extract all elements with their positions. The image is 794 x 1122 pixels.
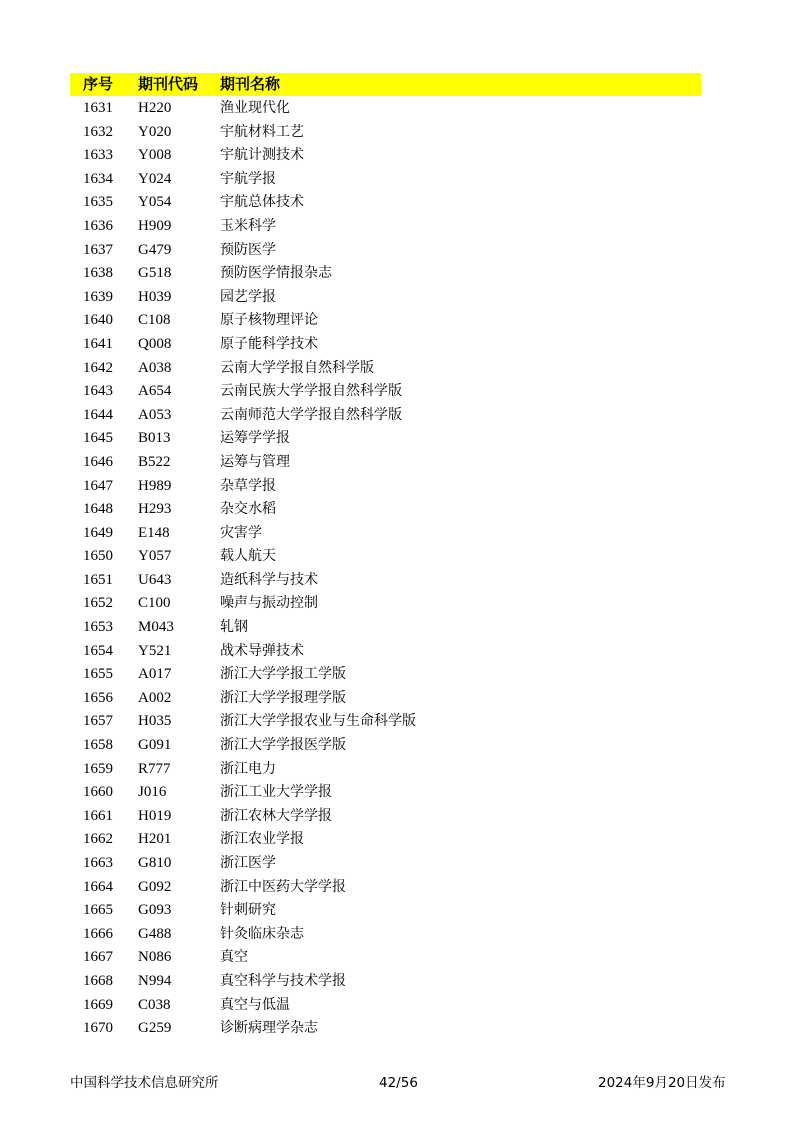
row-name: 运筹学学报	[220, 430, 290, 447]
row-seq: 1670	[83, 1020, 113, 1037]
row-code: H201	[138, 831, 172, 848]
row-seq: 1637	[83, 241, 113, 258]
row-name: 针刺研究	[220, 902, 276, 919]
table-row	[70, 758, 701, 782]
row-seq: 1654	[83, 642, 113, 659]
row-seq: 1634	[83, 170, 113, 187]
table-row	[70, 970, 701, 994]
row-code: A038	[138, 359, 172, 376]
row-name: 宇航学报	[220, 170, 276, 187]
table-row	[70, 357, 701, 381]
row-code: J016	[138, 784, 167, 801]
row-code: N994	[138, 972, 172, 989]
row-seq: 1650	[83, 548, 113, 565]
journal-table	[70, 97, 701, 1041]
row-code: Y024	[138, 170, 172, 187]
row-seq: 1668	[83, 972, 113, 989]
row-seq: 1665	[83, 902, 113, 919]
row-code: H220	[138, 100, 172, 116]
table-row	[70, 734, 701, 758]
row-code: H035	[138, 713, 172, 730]
row-code: Y054	[138, 194, 172, 211]
table-row	[70, 144, 701, 168]
row-code: M043	[138, 619, 174, 636]
row-code: C100	[138, 595, 171, 612]
row-name: 云南师范大学学报自然科学版	[220, 406, 402, 423]
row-name: 真空	[220, 949, 248, 966]
row-seq: 1658	[83, 737, 113, 754]
row-name: 浙江农林大学学报	[220, 807, 332, 824]
row-name: 浙江电力	[220, 760, 276, 777]
row-code: Y008	[138, 147, 172, 164]
table-row	[70, 663, 701, 687]
row-name: 杂草学报	[220, 477, 276, 494]
row-seq: 1661	[83, 807, 113, 824]
row-name: 浙江大学学报理学版	[220, 689, 346, 706]
row-seq: 1643	[83, 383, 113, 400]
row-name: 宇航材料工艺	[220, 123, 304, 140]
row-code: G810	[138, 855, 172, 871]
row-code: Q008	[138, 335, 172, 352]
row-seq: 1666	[83, 925, 113, 942]
row-seq: 1645	[83, 430, 113, 447]
row-name: 原子能科学技术	[220, 335, 318, 352]
table-row	[70, 380, 701, 404]
table-row	[70, 640, 701, 664]
table-row	[70, 168, 701, 192]
row-seq: 1648	[83, 501, 113, 518]
row-name: 轧钢	[220, 619, 248, 636]
row-code: H989	[138, 477, 172, 494]
row-code: B013	[138, 430, 171, 447]
row-code: Y020	[138, 123, 172, 140]
row-seq: 1640	[83, 312, 113, 329]
row-code: G518	[138, 265, 172, 282]
row-code: Y521	[138, 642, 172, 659]
footer-release-date: 2024年9月20日发布	[598, 1075, 726, 1091]
table-row	[70, 522, 701, 546]
row-code: C108	[138, 312, 171, 329]
row-name: 浙江大学学报工学版	[220, 666, 346, 683]
table-row	[70, 545, 701, 569]
row-code: G092	[138, 878, 172, 895]
row-seq: 1655	[83, 666, 113, 683]
row-seq: 1632	[83, 123, 113, 140]
row-name: 杂交水稻	[220, 501, 276, 518]
row-name: 云南民族大学学报自然科学版	[220, 383, 402, 400]
row-code: N086	[138, 949, 172, 966]
table-row	[70, 616, 701, 640]
row-code: A053	[138, 406, 172, 423]
table-row	[70, 191, 701, 215]
row-name: 玉米科学	[220, 217, 276, 234]
row-seq: 1644	[83, 406, 113, 423]
table-row	[70, 215, 701, 239]
table-row	[70, 97, 701, 121]
row-code: U643	[138, 571, 172, 588]
table-row	[70, 309, 701, 333]
table-row	[70, 121, 701, 145]
table-row	[70, 852, 701, 876]
row-name: 诊断病理学杂志	[220, 1020, 318, 1037]
row-code: C038	[138, 996, 171, 1013]
row-seq: 1653	[83, 619, 113, 636]
row-seq: 1638	[83, 265, 113, 282]
row-seq: 1646	[83, 453, 113, 470]
row-seq: 1633	[83, 147, 113, 164]
row-code: G093	[138, 902, 172, 919]
table-row	[70, 498, 701, 522]
row-name: 造纸科学与技术	[220, 571, 318, 588]
table-row	[70, 946, 701, 970]
row-code: H909	[138, 217, 172, 234]
table-row	[70, 687, 701, 711]
table-row	[70, 710, 701, 734]
table-row	[70, 923, 701, 947]
table-row	[70, 899, 701, 923]
row-seq: 1651	[83, 571, 113, 588]
table-row	[70, 333, 701, 357]
row-seq: 1649	[83, 524, 113, 541]
row-name: 云南大学学报自然科学版	[220, 359, 374, 376]
row-code: Y057	[138, 548, 172, 565]
row-name: 噪声与振动控制	[220, 595, 318, 612]
row-seq: 1664	[83, 878, 113, 895]
header-code: 期刊代码	[138, 75, 199, 93]
row-seq: 1662	[83, 831, 113, 848]
row-code: R777	[138, 760, 171, 777]
header-name: 期刊名称	[220, 75, 281, 93]
row-code: G259	[138, 1020, 172, 1037]
row-code: G479	[138, 241, 172, 258]
header-seq: 序号	[83, 75, 114, 93]
row-name: 园艺学报	[220, 288, 276, 305]
row-name: 浙江中医药大学学报	[220, 878, 346, 895]
row-name: 浙江农业学报	[220, 831, 304, 848]
row-name: 宇航计测技术	[220, 147, 304, 164]
row-seq: 1657	[83, 713, 113, 730]
row-name: 真空科学与技术学报	[220, 972, 346, 989]
row-seq: 1647	[83, 477, 113, 494]
table-row	[70, 781, 701, 805]
table-row	[70, 569, 701, 593]
row-seq: 1656	[83, 689, 113, 706]
row-code: A002	[138, 689, 172, 706]
row-name: 载人航天	[220, 548, 276, 565]
table-row	[70, 286, 701, 310]
table-row	[70, 994, 701, 1018]
row-seq: 1669	[83, 996, 113, 1013]
table-row	[70, 475, 701, 499]
row-seq: 1660	[83, 784, 113, 801]
row-name: 浙江工业大学学报	[220, 784, 332, 801]
row-seq: 1639	[83, 288, 113, 305]
row-name: 战术导弹技术	[220, 642, 304, 659]
row-name: 灾害学	[220, 524, 262, 541]
row-name: 浙江医学	[220, 855, 276, 871]
row-code: G091	[138, 737, 172, 754]
row-name: 原子核物理评论	[220, 312, 318, 329]
row-seq: 1663	[83, 855, 113, 871]
row-name: 预防医学	[220, 241, 276, 258]
table-row	[70, 1017, 701, 1041]
table-row	[70, 262, 701, 286]
row-name: 真空与低温	[220, 996, 290, 1013]
row-seq: 1667	[83, 949, 113, 966]
table-row	[70, 876, 701, 900]
row-name: 渔业现代化	[220, 100, 290, 116]
row-seq: 1641	[83, 335, 113, 352]
row-name: 宇航总体技术	[220, 194, 304, 211]
footer-institution: 中国科学技术信息研究所	[70, 1075, 219, 1091]
row-name: 浙江大学学报农业与生命科学版	[220, 713, 416, 730]
row-seq: 1642	[83, 359, 113, 376]
row-code: B522	[138, 453, 171, 470]
row-code: G488	[138, 925, 172, 942]
row-code: H293	[138, 501, 172, 518]
table-row	[70, 427, 701, 451]
table-row	[70, 828, 701, 852]
row-name: 预防医学情报杂志	[220, 265, 332, 282]
table-row	[70, 805, 701, 829]
row-seq: 1631	[83, 100, 113, 116]
table-row	[70, 239, 701, 263]
row-seq: 1652	[83, 595, 113, 612]
table-row	[70, 451, 701, 475]
row-name: 针灸临床杂志	[220, 925, 304, 942]
row-code: A017	[138, 666, 172, 683]
footer-page-number: 42/56	[379, 1075, 418, 1091]
table-header	[70, 73, 701, 96]
table-row	[70, 404, 701, 428]
row-code: H019	[138, 807, 172, 824]
row-code: H039	[138, 288, 172, 305]
row-name: 浙江大学学报医学版	[220, 737, 346, 754]
row-code: E148	[138, 524, 170, 541]
table-row	[70, 592, 701, 616]
row-code: A654	[138, 383, 172, 400]
row-name: 运筹与管理	[220, 453, 290, 470]
row-seq: 1659	[83, 760, 113, 777]
row-seq: 1635	[83, 194, 113, 211]
row-seq: 1636	[83, 217, 113, 234]
